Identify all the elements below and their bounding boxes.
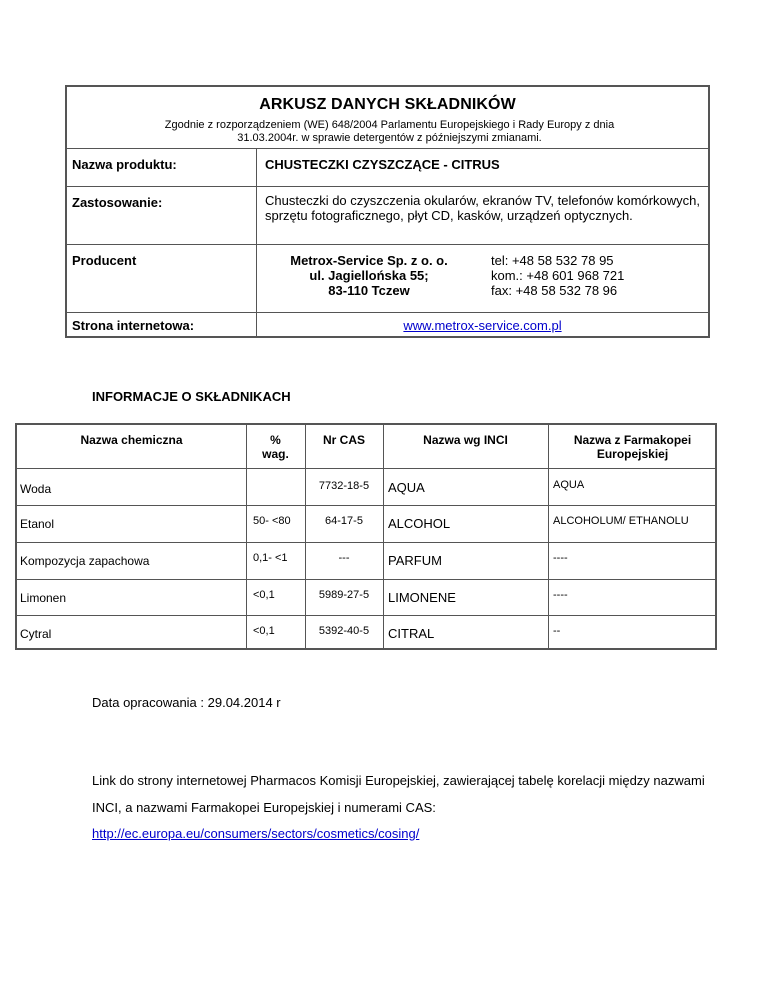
website-link-wrap [257, 318, 708, 333]
producer-label: Producent [67, 245, 257, 312]
table-cell: <0,1 [253, 589, 275, 601]
producer-tel: tel: +48 58 532 78 95 [491, 253, 614, 268]
row-divider [17, 579, 715, 580]
website-row [67, 313, 708, 336]
header-pharmacopoeia [548, 433, 717, 461]
producer-value [257, 245, 708, 312]
product-row [67, 149, 708, 187]
header-pct-line1: % [270, 433, 281, 447]
subtitle [107, 119, 672, 145]
product-label: Nazwa produktu: [67, 149, 257, 186]
website-link[interactable]: www.metrox-service.com.pl [403, 318, 562, 333]
table-cell: ALCOHOL [388, 516, 451, 531]
table-cell: AQUA [388, 480, 425, 495]
row-divider [17, 505, 715, 506]
subtitle-line-1: Zgodnie z rozporządzeniem (WE) 648/2004 Parlamentu Europejskiego i Rady Europy z dnia [164, 119, 615, 131]
website-label: Strona internetowa: [67, 313, 257, 336]
header-box [65, 85, 710, 338]
table-cell: Cytral [20, 627, 52, 641]
table-cell: Woda [20, 482, 52, 496]
cosing-link-wrap [92, 826, 419, 841]
header-inci: Nazwa wg INCI [423, 433, 508, 447]
table-cell: 64-17-5 [325, 515, 363, 527]
table-cell: 0,1- <1 [253, 552, 288, 564]
producer-name: Metrox-Service Sp. z o. o. [290, 253, 448, 268]
date-prepared: Data opracowania : 29.04.2014 r [92, 695, 281, 710]
row-divider [17, 468, 715, 469]
page-title: ARKUSZ DANYCH SKŁADNIKÓW [259, 96, 516, 113]
table-cell: 5989-27-5 [318, 589, 370, 601]
table-cell: AQUA [553, 479, 585, 491]
producer-kom: kom.: +48 601 968 721 [491, 268, 625, 283]
header-pct [246, 433, 305, 461]
producer-address [269, 253, 469, 298]
producer-contacts [491, 253, 624, 298]
table-cell: LIMONENE [388, 590, 456, 605]
table-cell: Kompozycja zapachowa [20, 554, 150, 568]
website-value-cell [257, 313, 708, 336]
table-cell: 5392-40-5 [318, 625, 370, 637]
table-cell: Limonen [20, 591, 67, 605]
use-value: Chusteczki do czyszczenia okularów, ekranów TV, telefonów komórkowych, sprzętu fotograficznego, płyt CD, kasków, urządzeń optycznych. [265, 193, 700, 223]
header-pct-line2: wag. [262, 447, 289, 461]
header-ph-line2: Europejskiej [596, 447, 669, 461]
producer-fax: fax: +48 58 532 78 96 [491, 283, 618, 298]
header-chem: Nazwa chemiczna [80, 433, 183, 447]
table-cell: ---- [553, 552, 568, 564]
ingredients-table [15, 423, 717, 650]
producer-street: ul. Jagiellońska 55; [309, 268, 429, 283]
table-cell: 50- <80 [253, 515, 291, 527]
producer-row [67, 245, 708, 313]
table-cell: Etanol [20, 517, 55, 531]
producer-city: 83-110 Tczew [328, 283, 410, 298]
table-cell: ALCOHOLUM/ ETHANOLU [553, 515, 689, 527]
table-cell: ---- [553, 589, 568, 601]
use-label: Zastosowanie: [67, 187, 257, 244]
use-row [67, 187, 708, 245]
link-paragraph: Link do strony internetowej Pharmacos Komisji Europejskiej, zawierającej tabelę korelacji między nazwami INCI, a nazwami Farmakopei Europejskiej i numerami CAS: [92, 773, 705, 815]
table-cell: -- [553, 625, 561, 637]
header-ph-line1: Nazwa z Farmakopei [573, 433, 692, 447]
table-cell: CITRAL [388, 626, 435, 641]
section-title: INFORMACJE O SKŁADNIKACH [92, 389, 291, 404]
header-cas: Nr CAS [322, 433, 365, 447]
table-cell: PARFUM [388, 553, 442, 568]
subtitle-line-2: 31.03.2004r. w sprawie detergentów z późniejszymi zmianami. [237, 132, 542, 144]
table-cell: 7732-18-5 [318, 480, 370, 492]
cosing-link[interactable]: http://ec.europa.eu/consumers/sectors/cosmetics/cosing/ [92, 826, 420, 841]
row-divider [17, 542, 715, 543]
row-divider [17, 615, 715, 616]
table-cell: <0,1 [253, 625, 275, 637]
product-value: CHUSTECZKI CZYSZCZĄCE - CITRUS [265, 157, 500, 172]
header-title-block [67, 87, 708, 149]
table-cell: --- [338, 552, 350, 564]
